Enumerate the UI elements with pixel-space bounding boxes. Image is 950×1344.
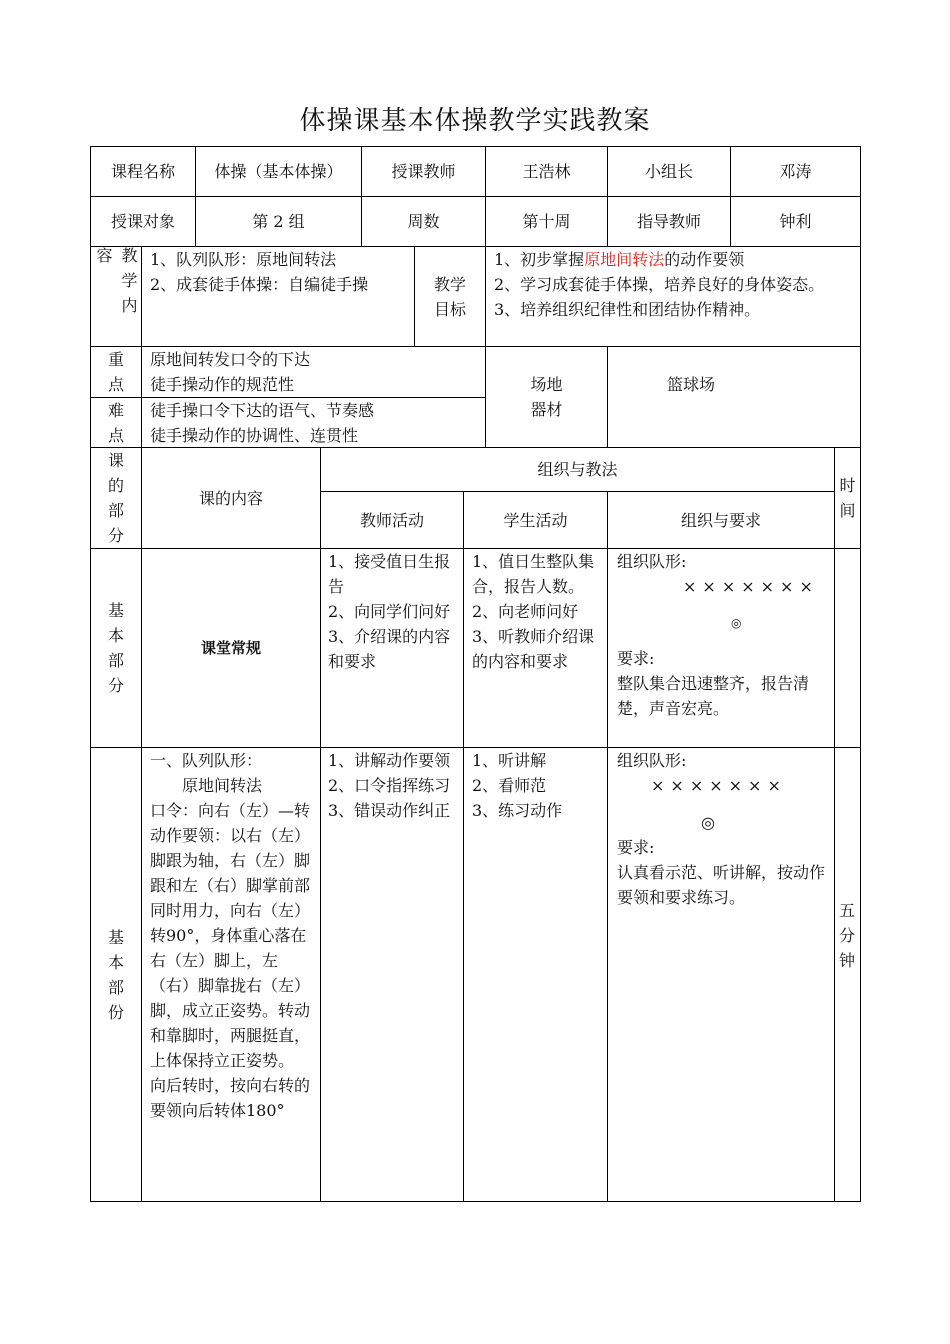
teacher-position-mark: ◎ <box>701 813 715 832</box>
requirement-header: 组织与要求 <box>680 510 761 530</box>
student-activity-header: 学生活动 <box>503 510 568 530</box>
leader-label: 小组长 <box>644 162 693 181</box>
part-header-text: 课的部分 <box>107 451 124 545</box>
formation-label: 组织队形: <box>617 751 687 770</box>
difficulty-label-text: 难点 <box>107 400 124 445</box>
org-header: 组织与教法 <box>537 460 618 479</box>
row2-part <box>91 748 141 1201</box>
content-item: 2、成套徒手体操：自编徒手操 <box>150 275 369 294</box>
row1-content: 课堂常规 <box>200 638 261 657</box>
goal-1-highlight: 原地间转法 <box>584 250 665 269</box>
course-name-value: 体操（基本体操） <box>214 162 343 181</box>
row1-part <box>91 549 141 747</box>
row2-teacher: 1、讲解动作要领 2、口令指挥练习 3、错误动作纠正 <box>328 751 451 820</box>
goal-1-post: 的动作要领 <box>664 250 745 269</box>
goal-list <box>494 247 860 346</box>
content-label: 教学内容 <box>94 247 138 322</box>
page-title: 体操课基本体操教学实践教案 <box>299 106 651 136</box>
goal-1-pre: 1、初步掌握 <box>494 250 585 269</box>
venue-label: 场地 器材 <box>530 375 563 419</box>
row2-time <box>835 898 860 978</box>
formation-crosses: ××××××× <box>651 776 787 795</box>
content-header: 课的内容 <box>198 488 263 508</box>
time-header <box>835 448 860 548</box>
formation-crosses: ××××××× <box>683 577 819 596</box>
difficulty-label <box>91 398 141 447</box>
target-value: 第 2 组 <box>252 212 305 231</box>
requirement-label: 要求: <box>617 838 655 857</box>
goal-item-2: 2、学习成套徒手体操，培养良好的身体姿态。 <box>494 275 825 294</box>
teacher-label: 授课教师 <box>391 162 456 181</box>
teacher-position-mark: ◎ <box>731 616 742 630</box>
leader-value: 邓涛 <box>779 162 812 181</box>
difficulty-text: 徒手操口令下达的语气、节奏感 徒手操动作的协调性、连贯性 <box>150 401 375 445</box>
teacher-activity-header: 教师活动 <box>359 510 424 530</box>
goal-item-1 <box>494 247 860 272</box>
content-item: 1、队列队形：原地间转法 <box>150 250 337 269</box>
requirement-text: 认真看示范、听讲解，按动作要领和要求练习。 <box>617 863 826 907</box>
course-name-label: 课程名称 <box>110 162 175 181</box>
teacher-value: 王浩林 <box>522 162 571 181</box>
row2-student: 1、听讲解 2、看师范 3、练习动作 <box>472 751 563 820</box>
goal-label <box>415 247 485 346</box>
week-value: 第十周 <box>522 212 571 231</box>
advisor-value: 钟利 <box>779 212 812 231</box>
row1-teacher: 1、接受值日生报告 2、向同学们问好 3、介绍课的内容和要求 <box>328 552 451 671</box>
row2-part-text: 基本部份 <box>107 927 124 1022</box>
week-label: 周数 <box>407 212 440 231</box>
goal-label-text: 教学目标 <box>433 274 466 319</box>
advisor-label: 指导教师 <box>636 212 701 231</box>
row1-requirement <box>617 549 829 747</box>
formation-label: 组织队形: <box>617 552 687 571</box>
row2-content: 一、队列队形： 原地间转法 口令：向右（左）—转 动作要领：以右（左）脚跟为轴，右（左）脚跟和左（右）脚掌前部同时用力，向右（左）转90°，身体重心落在右（左）脚上，左（右）脚靠拢右（左）脚，成立正姿势。转动和靠脚时，两腿挺直，上体保持立正姿势。 向后转时，按向右转的要领向后转体180° <box>150 751 311 1120</box>
time-header-text: 时间 <box>839 476 856 520</box>
part-header <box>91 448 141 548</box>
target-label: 授课对象 <box>110 212 175 231</box>
goal-item-3: 3、培养组织纪律性和团结协作精神。 <box>494 300 761 319</box>
key-label-text: 重点 <box>107 350 124 394</box>
row2-requirement <box>617 748 829 1201</box>
venue-value: 篮球场 <box>666 375 715 394</box>
requirement-text: 整队集合迅速整齐，报告清楚，声音宏亮。 <box>617 674 810 718</box>
row1-part-text: 基本部分 <box>107 601 124 695</box>
row2-time-text: 五分钟 <box>839 901 856 970</box>
content-list <box>150 247 412 346</box>
row1-student: 1、值日生整队集合，报告人数。 2、向老师问好 3、听教师介绍课的内容和要求 <box>472 552 595 671</box>
requirement-label: 要求: <box>617 649 655 668</box>
key-label <box>91 347 141 397</box>
key-text: 原地间转发口令的下达 徒手操动作的规范性 <box>150 350 311 394</box>
